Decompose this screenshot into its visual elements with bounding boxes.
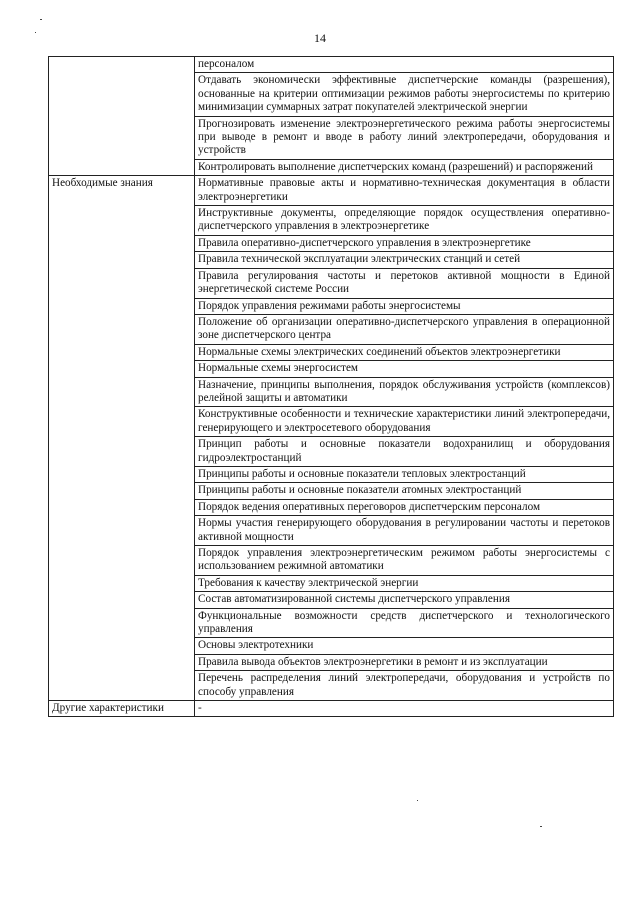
section-label <box>49 57 195 176</box>
page-number: 14 <box>314 31 326 45</box>
section-item: Порядок управления режимами работы энергосистемы <box>195 298 614 314</box>
table-row <box>49 176 614 206</box>
section-label: Другие характеристики <box>49 701 195 717</box>
section-item: Назначение, принципы выполнения, порядок обслуживания устройств (комплексов) релейной защиты и автоматики <box>195 377 614 407</box>
section-item: Инструктивные документы, определяющие порядок осуществления оперативно-диспетчерского управления в электроэнергетике <box>195 206 614 236</box>
section-item: Нормативные правовые акты и нормативно-техническая документация в области электроэнергетики <box>195 176 614 206</box>
section-item: Принципы работы и основные показатели тепловых электростанций <box>195 466 614 482</box>
section-item: Принципы работы и основные показатели атомных электростанций <box>195 483 614 499</box>
section-item: Перечень распределения линий электропередачи, оборудования и устройств по способу управления <box>195 671 614 701</box>
table-row <box>49 701 614 717</box>
section-item: Правила вывода объектов электроэнергетики в ремонт и из эксплуатации <box>195 654 614 670</box>
section-item: Контролировать выполнение диспетчерских команд (разрешений) и распоряжений <box>195 159 614 175</box>
section-item: Основы электротехники <box>195 638 614 654</box>
section-item: Конструктивные особенности и технические характеристики линий электропередачи, генерирующего и электросетевого оборудования <box>195 407 614 437</box>
section-item: Принцип работы и основные показатели водохранилищ и оборудования гидроэлектростанций <box>195 437 614 467</box>
section-item: Правила оперативно-диспетчерского управления в электроэнергетике <box>195 235 614 251</box>
section-item: Состав автоматизированной системы диспетчерского управления <box>195 592 614 608</box>
section-item: - <box>195 701 614 717</box>
section-item: Отдавать экономически эффективные диспетчерские команды (разрешения), основанные на критерии оптимизации режимов работы энергосистемы по критерию минимизации суммарных затрат покупателей электрической энергии <box>195 73 614 116</box>
section-item: Правила регулирования частоты и перетоков активной мощности в Единой энергетической системе России <box>195 268 614 298</box>
section-label: Необходимые знания <box>49 176 195 701</box>
section-item: Правила технической эксплуатации электрических станций и сетей <box>195 252 614 268</box>
section-item: Требования к качеству электрической энергии <box>195 575 614 591</box>
scan-speck <box>540 826 542 827</box>
section-item: Нормы участия генерирующего оборудования в регулировании частоты и перетоков активной мощности <box>195 516 614 546</box>
section-item: Нормальные схемы энергосистем <box>195 361 614 377</box>
section-item: персоналом <box>195 57 614 73</box>
section-item: Положение об организации оперативно-диспетчерского управления в операционной зоне диспетчерского центра <box>195 314 614 344</box>
section-item: Функциональные возможности средств диспетчерского и технологического управления <box>195 608 614 638</box>
section-item: Порядок ведения оперативных переговоров диспетчерским персоналом <box>195 499 614 515</box>
section-item: Нормальные схемы электрических соединений объектов электроэнергетики <box>195 344 614 360</box>
scan-speck <box>40 19 42 20</box>
competency-table <box>48 56 614 717</box>
competency-table-body <box>49 57 614 717</box>
table-row <box>49 57 614 73</box>
section-item: Прогнозировать изменение электроэнергетического режима работы энергосистемы при выводе в ремонт и вводе в работу линий электропередачи, оборудования и устройств <box>195 116 614 159</box>
scan-speck <box>417 800 418 801</box>
section-item: Порядок управления электроэнергетическим режимом работы энергосистемы с использованием режимной автоматики <box>195 546 614 576</box>
scan-speck <box>35 32 36 33</box>
